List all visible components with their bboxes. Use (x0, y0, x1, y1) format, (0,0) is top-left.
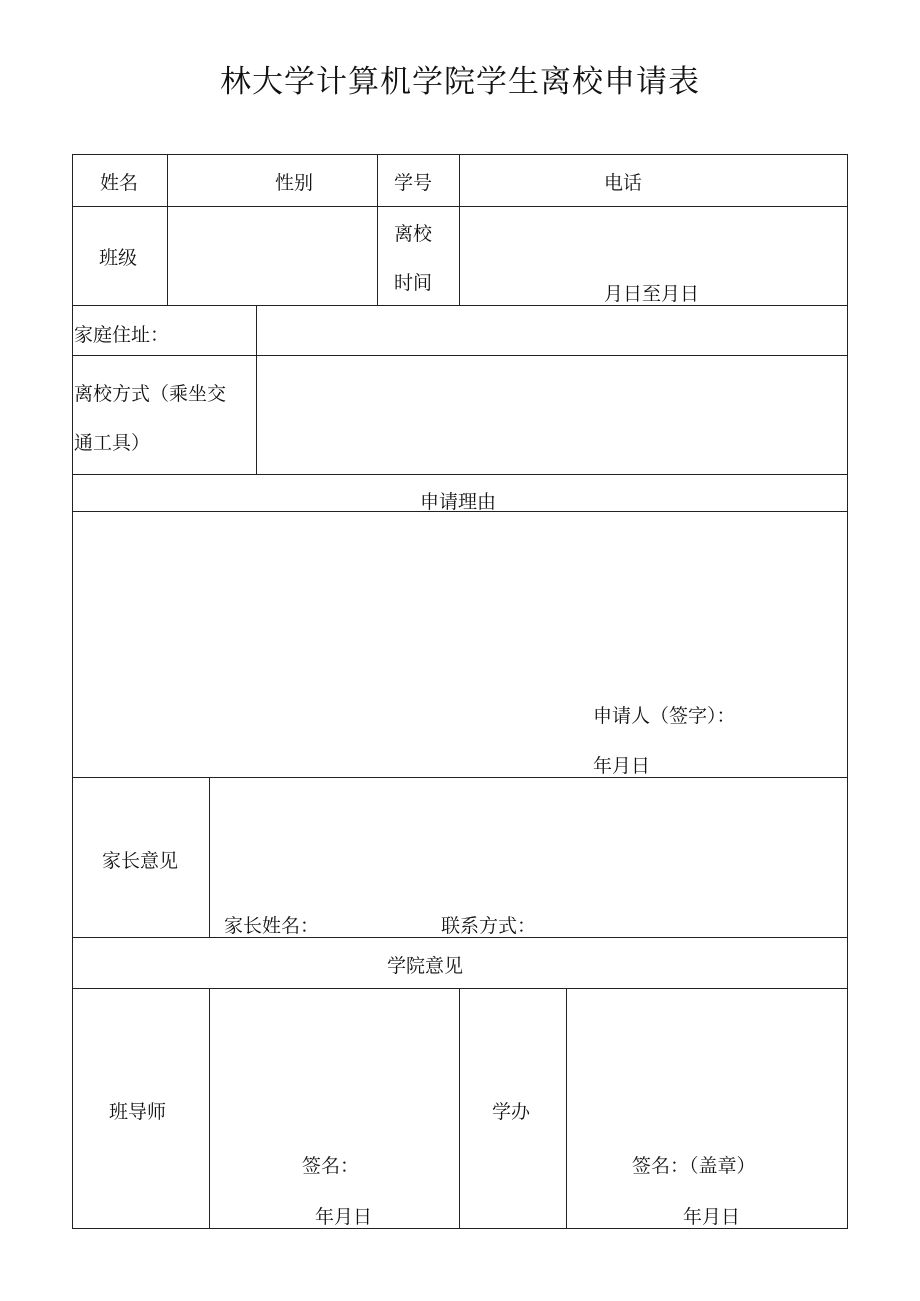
col-divider (209, 988, 210, 1228)
col-divider (566, 988, 567, 1228)
college-opinion-header: 学院意见 (387, 955, 464, 977)
parent-contact-label: 联系方式： (441, 915, 537, 937)
leave-date-range: 月日至月日 (604, 283, 700, 305)
col-divider (459, 154, 460, 305)
table-border-top (72, 154, 848, 155)
row-divider (72, 777, 848, 778)
applicant-signature-label: 申请人（签字）： (593, 705, 736, 727)
student-id-label: 学号 (394, 172, 433, 194)
leave-time-label: 离校 (394, 223, 433, 245)
name-label: 姓名 (100, 172, 139, 194)
col-divider (377, 154, 378, 305)
office-signature-label: 签名：（盖章） (632, 1155, 756, 1177)
reason-header: 申请理由 (420, 491, 497, 513)
parent-opinion-label: 家长意见 (102, 850, 179, 872)
transport-label: 通工具） (74, 432, 151, 454)
applicant-date-label: 年月日 (593, 755, 651, 777)
advisor-signature-label: 签名： (302, 1155, 360, 1177)
row-divider (72, 474, 848, 475)
parent-name-label: 家长姓名： (224, 915, 320, 937)
row-divider (72, 988, 848, 989)
table-border-left (72, 154, 73, 1229)
advisor-label: 班导师 (109, 1101, 167, 1123)
row-divider (72, 305, 848, 306)
student-office-label: 学办 (492, 1101, 531, 1123)
col-divider (167, 154, 168, 305)
phone-label: 电话 (604, 172, 643, 194)
office-date-label: 年月日 (683, 1206, 741, 1228)
col-divider (256, 305, 257, 474)
row-divider (72, 206, 848, 207)
col-divider (459, 988, 460, 1228)
transport-label: 离校方式（乘坐交 (74, 383, 227, 405)
row-divider (72, 355, 848, 356)
table-border-right (847, 154, 848, 1229)
gender-label: 性别 (275, 172, 314, 194)
col-divider (209, 777, 210, 937)
home-address-label: 家庭住址： (74, 324, 170, 346)
class-label: 班级 (99, 247, 138, 269)
advisor-date-label: 年月日 (315, 1206, 373, 1228)
form-title: 林大学计算机学院学生离校申请表 (220, 64, 700, 100)
leave-time-label: 时间 (394, 272, 433, 294)
